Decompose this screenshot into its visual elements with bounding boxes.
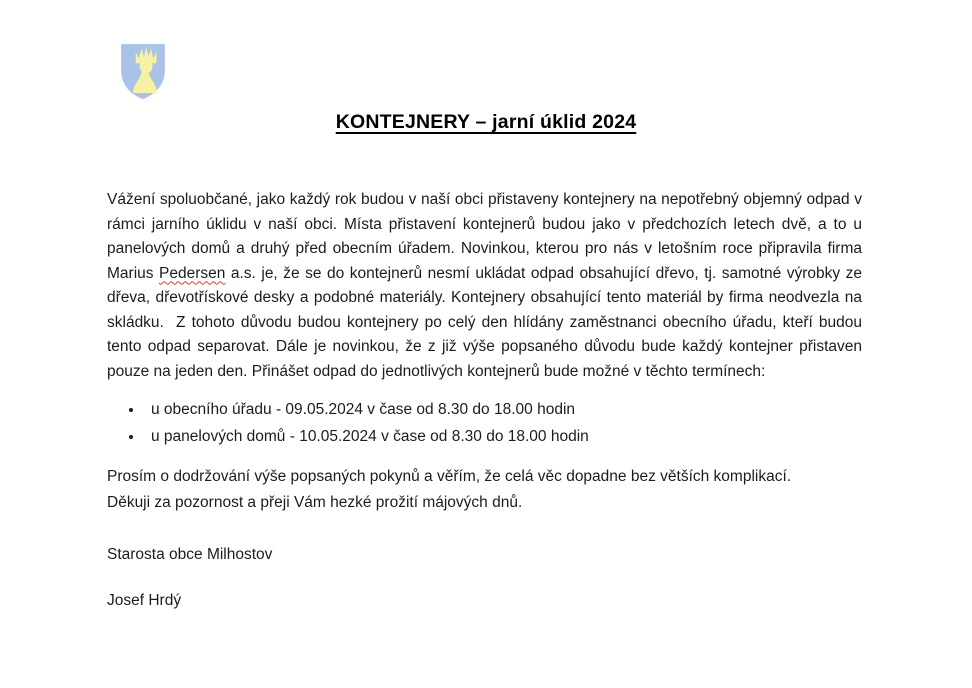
- list-item: • u panelových domů - 10.05.2024 v čase od 8.30 do 18.00 hodin: [144, 424, 862, 451]
- closing-line-2: Děkuji za pozornost a přeji Vám hezké prožití májových dnů.: [107, 494, 523, 511]
- document-body: [107, 188, 862, 613]
- page-title-text: KONTEJNERY – jarní úklid 2024: [335, 111, 637, 133]
- signature-role: Starosta obce Milhostov: [107, 546, 273, 563]
- intro-paragraph-text-after: a.s. je, že se do kontejnerů nesmí ukládat odpad obsahující dřevo, tj. samotné výrobky ze dřeva, dřevotřískové desky a podobné materiály. Kontejnery obsahující tento materiál by firma neodvezla na skládku. Z tohoto důvodu budou kontejnery po celý den hlídány zaměstnanci obecního úřadu, kteří budou tento odpad separovat. Dále je novinkou, že z již výše popsaného důvodu bude každý kontejner přistaven pouze na jeden den. Přinášet odpad do jednotlivých kontejnerů bude možné v těchto termínech:: [107, 264, 862, 380]
- coat-of-arms-graphic: [117, 42, 169, 102]
- intro-paragraph-text-before: Vážení spoluobčané, jako každý rok budou v naší obci přistaveny kontejnery na nepotřebný objemný odpad v rámci jarního úklidu v naší obci. Místa přistavení kontejnerů budou jako v předchozích letech dvě, a to u panelových domů a druhý před obecním úřadem. Novinkou, kterou pro nás v letošním roce připravila firma Marius: [107, 191, 862, 282]
- municipality-coat-of-arms-icon: [117, 42, 169, 102]
- signature-name: Josef Hrdý: [107, 591, 182, 609]
- intro-paragraph: [107, 188, 862, 384]
- container-schedule-list: [107, 397, 862, 450]
- closing-paragraph: [107, 464, 862, 516]
- closing-line-1: Prosím o dodržování výše popsaných pokynů a věřím, že celá věc dopadne bez větších komplikací.: [107, 468, 792, 485]
- misspelled-word: Pedersen: [159, 264, 226, 282]
- list-item: • u obecního úřadu - 09.05.2024 v čase od 8.30 do 18.00 hodin: [144, 397, 862, 424]
